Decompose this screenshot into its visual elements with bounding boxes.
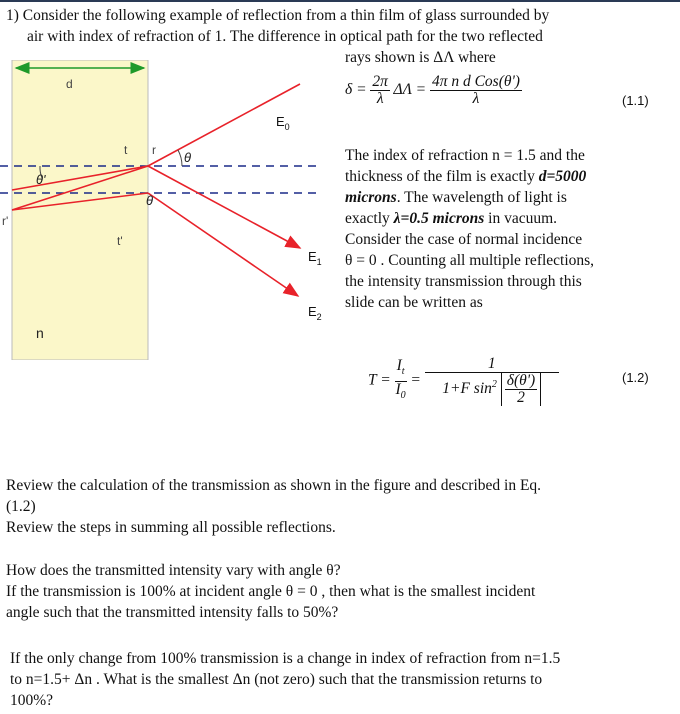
eq12-inner-den: 2 — [517, 389, 525, 406]
eq11-f1-den: λ — [376, 90, 384, 107]
eq12-bracket — [501, 373, 541, 406]
problem-intro-line-3: rays shown is ΔΛ where — [345, 49, 496, 66]
ray-e2 — [148, 193, 298, 296]
eq12-intensity-ratio — [395, 358, 407, 403]
equation-1-1-number: (1.1) — [622, 93, 649, 108]
question-1-line-3: Review the steps in summing all possible reflections. — [6, 519, 336, 536]
para-line-2 — [345, 167, 586, 186]
question-2-line-1: How does the transmitted intensity vary with angle θ? — [6, 562, 341, 579]
para-l2a: thickness of the film is exactly — [345, 168, 539, 185]
eq11-f2-num: 4π n d Cos(θ') — [431, 73, 520, 90]
label-e2: $E_2$ — [308, 304, 322, 322]
para-line-5: Consider the case of normal incidence — [345, 231, 583, 248]
thin-film-diagram — [0, 60, 340, 360]
para-line-1: The index of refraction n = 1.5 and the — [345, 147, 585, 164]
question-1-line-2: (1.2) — [6, 498, 36, 515]
question-1-line-1: Review the calculation of the transmission as shown in the figure and described in Eq. — [6, 477, 542, 494]
eq12-square: 2 — [491, 378, 497, 390]
para-line-3 — [345, 188, 567, 207]
para-line-7: the intensity transmission through this — [345, 273, 582, 290]
eq12-main-fraction — [425, 356, 559, 406]
label-d: d — [66, 77, 73, 91]
label-theta-inner: θ — [146, 193, 154, 208]
glass-film — [12, 60, 148, 360]
para-line-8: slide can be written as — [345, 294, 483, 311]
eq11-mid: ΔΛ = — [393, 81, 427, 99]
question-3-line-3: 100%? — [10, 692, 54, 709]
eq11-delta: δ = — [345, 81, 367, 99]
label-r: r — [152, 143, 156, 157]
label-n: n — [36, 325, 44, 341]
equation-1-2 — [368, 356, 559, 406]
question-2-line-3: angle such that the transmitted intensity falls to 50%? — [6, 604, 339, 621]
eq12-equals: = — [410, 371, 421, 389]
label-t: t — [124, 143, 128, 157]
eq12-Io: $I_0$ — [395, 380, 406, 401]
para-l4b: λ=0.5 microns — [393, 210, 485, 227]
para-l3a: microns — [345, 189, 397, 206]
ray-e1 — [148, 166, 300, 248]
label-r-prime: r' — [2, 214, 9, 228]
label-e1: $E_1$ — [308, 249, 322, 267]
para-l4a: exactly — [345, 210, 394, 227]
para-line-6: θ = 0 . Counting all multiple reflections, — [345, 252, 595, 269]
para-l3b: . The wavelength of light is — [396, 189, 567, 206]
question-3-line-2: to n=1.5+ Δn . What is the smallest Δn (not zero) such that the transmission returns to — [10, 671, 543, 688]
label-theta-prime: θ' — [36, 172, 46, 187]
para-l2b: d=5000 — [538, 168, 587, 185]
eq12-denominator — [442, 373, 541, 406]
eq12-inner-num: δ(θ') — [506, 372, 536, 389]
eq12-T: T = — [368, 371, 391, 389]
eq12-It: $I_t$ — [395, 358, 407, 381]
eq12-den-text: 1+F sin — [442, 380, 492, 398]
label-e0: $E_0$ — [276, 114, 290, 132]
top-rule — [0, 0, 680, 2]
eq11-f2-den: λ — [472, 90, 480, 107]
eq11-fraction-2 — [430, 74, 522, 107]
question-3-line-1: If the only change from 100% transmission is a change in index of refraction from n=1.5 — [10, 650, 561, 667]
equation-1-2-number: (1.2) — [622, 370, 649, 385]
angle-arc-theta — [178, 150, 182, 166]
eq11-fraction-1 — [370, 74, 390, 107]
para-l4c: in vacuum. — [484, 210, 558, 227]
eq12-inner-fraction — [505, 373, 537, 406]
problem-intro-line-2: air with index of refraction of 1. The difference in optical path for the two reflected — [27, 28, 543, 45]
para-line-4 — [345, 209, 557, 228]
question-2-line-2: If the transmission is 100% at incident angle θ = 0 , then what is the smallest incident — [6, 583, 536, 600]
problem-intro-line-1: 1) Consider the following example of reflection from a thin film of glass surrounded by — [6, 7, 550, 24]
equation-1-1 — [345, 74, 522, 107]
label-theta: θ — [184, 150, 192, 165]
label-t-prime: t' — [117, 234, 123, 248]
eq12-one: 1 — [425, 356, 559, 373]
eq11-f1-num: 2π — [372, 73, 388, 90]
